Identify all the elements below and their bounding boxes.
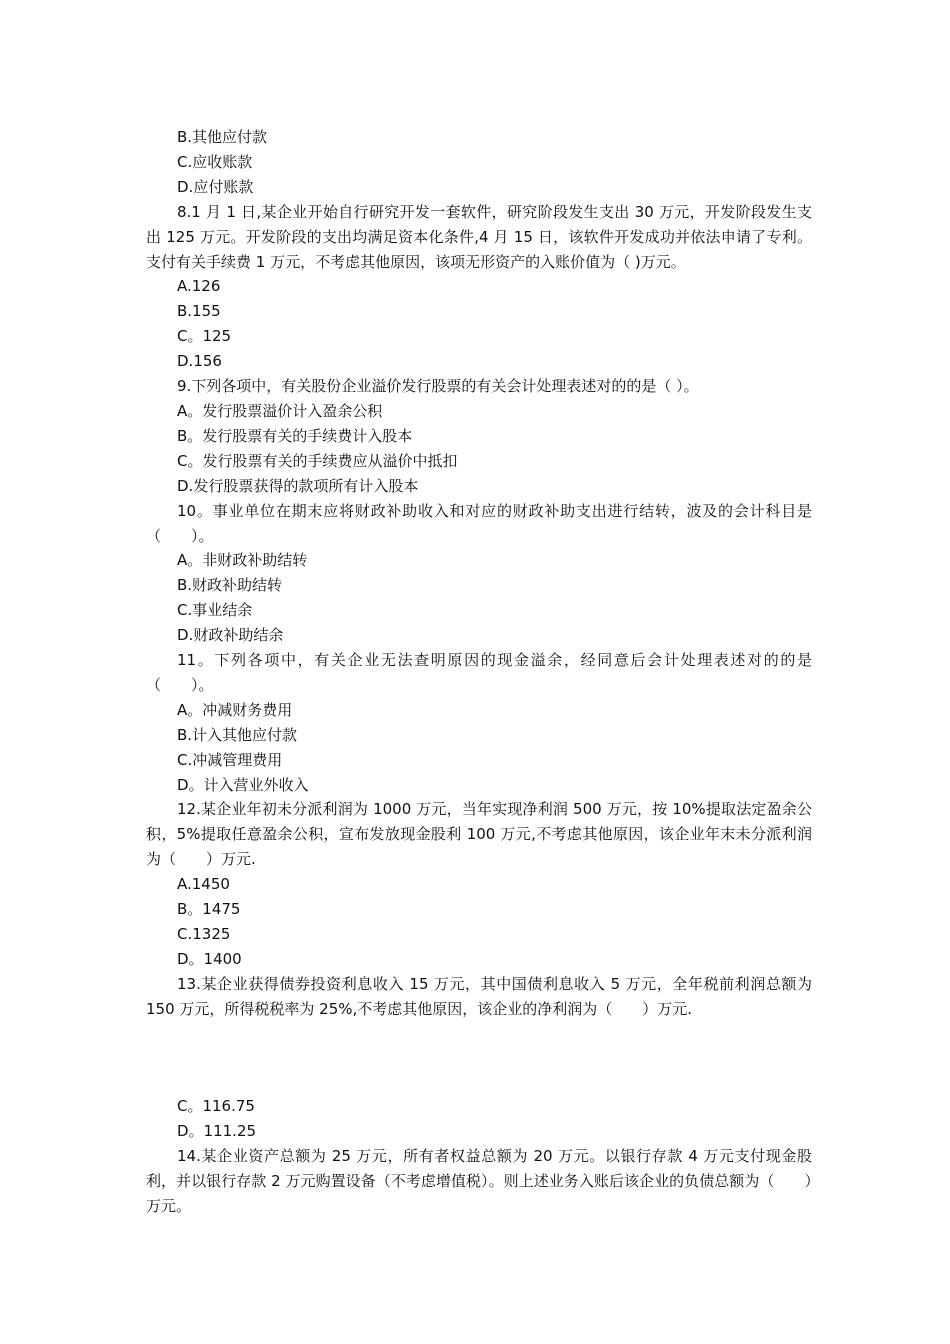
answer-option: D.156 [177, 352, 222, 371]
question-text: 13.某企业获得债券投资利息收入 15 万元，其中国债利息收入 5 万元，全年税前利润总额为 150 万元，所得税税率为 25%,不考虑其他原因，该企业的净利润为（ ）万元. [146, 974, 812, 1018]
answer-option: B.财政补助结转 [177, 576, 283, 595]
answer-option: D.应付账款 [177, 177, 254, 196]
answer-option: D。1400 [177, 949, 242, 968]
answer-option: A。冲减财务费用 [177, 700, 293, 719]
question-text: 10。事业单位在期末应将财政补助收入和对应的财政补助支出进行结转，波及的会计科目是（ ）。 [146, 501, 812, 545]
answer-option: C。116.75 [177, 1097, 255, 1115]
answer-option: C.冲减管理费用 [177, 750, 283, 769]
answer-option: D。计入营业外收入 [177, 775, 309, 794]
answer-option: A。发行股票溢价计入盈余公积 [177, 401, 383, 420]
question-text: 11。下列各项中，有关企业无法查明原因的现金溢余，经同意后会计处理表述对的的是（ ）。 [146, 651, 812, 694]
answer-option: C.应收账款 [177, 152, 253, 171]
answer-option: A。非财政补助结转 [177, 551, 308, 570]
answer-option: B.其他应付款 [177, 128, 268, 146]
answer-option: C。125 [177, 327, 232, 346]
answer-option: A.126 [177, 277, 221, 296]
question-text: 12.某企业年初未分派利润为 1000 万元，当年实现净利润 500 万元，按 10%提取法定盈余公积，5%提取任意盈余公积，宣布发放现金股利 100 万元,不考虑其他原因，该企业年末未分派利润为（ ）万元. [146, 800, 812, 869]
answer-option: D.发行股票获得的款项所有计入股本 [177, 476, 419, 495]
answer-option: B.计入其他应付款 [177, 725, 298, 744]
question-text: 8.1 月 1 日,某企业开始自行研究开发一套软件，研究阶段发生支出 30 万元，开发阶段发生支出 125 万元。开发阶段的支出均满足资本化条件,4 月 15 日，该软件开发成功并依法申请了专利。支付有关手续费 1 万元，不考虑其他原因，该项无形资产的入账价值为（ )万元。 [146, 202, 812, 271]
answer-option: A.1450 [177, 875, 230, 894]
answer-option: C.1325 [177, 925, 231, 943]
answer-option: D。111.25 [177, 1121, 257, 1140]
question-text: 14.某企业资产总额为 25 万元，所有者权益总额为 20 万元。以银行存款 4 万元支付现金股利，并以银行存款 2 万元购置设备（不考虑增值税）。则上述业务入账后该企业的负债总额为（ ）万元。 [146, 1146, 812, 1215]
answer-option: B。发行股票有关的手续费计入股本 [177, 426, 413, 445]
answer-option: C.事业结余 [177, 601, 253, 620]
answer-option: B.155 [177, 302, 221, 321]
answer-option: C。发行股票有关的手续费应从溢价中抵扣 [177, 451, 458, 470]
question-text: 9.下列各项中，有关股份企业溢价发行股票的有关会计处理表述对的的是（ ）。 [177, 377, 699, 396]
question-block-top [146, 125, 812, 1022]
answer-option: B。1475 [177, 900, 241, 919]
answer-option: D.财政补助结余 [177, 626, 284, 645]
question-block-bottom [146, 1094, 812, 1219]
